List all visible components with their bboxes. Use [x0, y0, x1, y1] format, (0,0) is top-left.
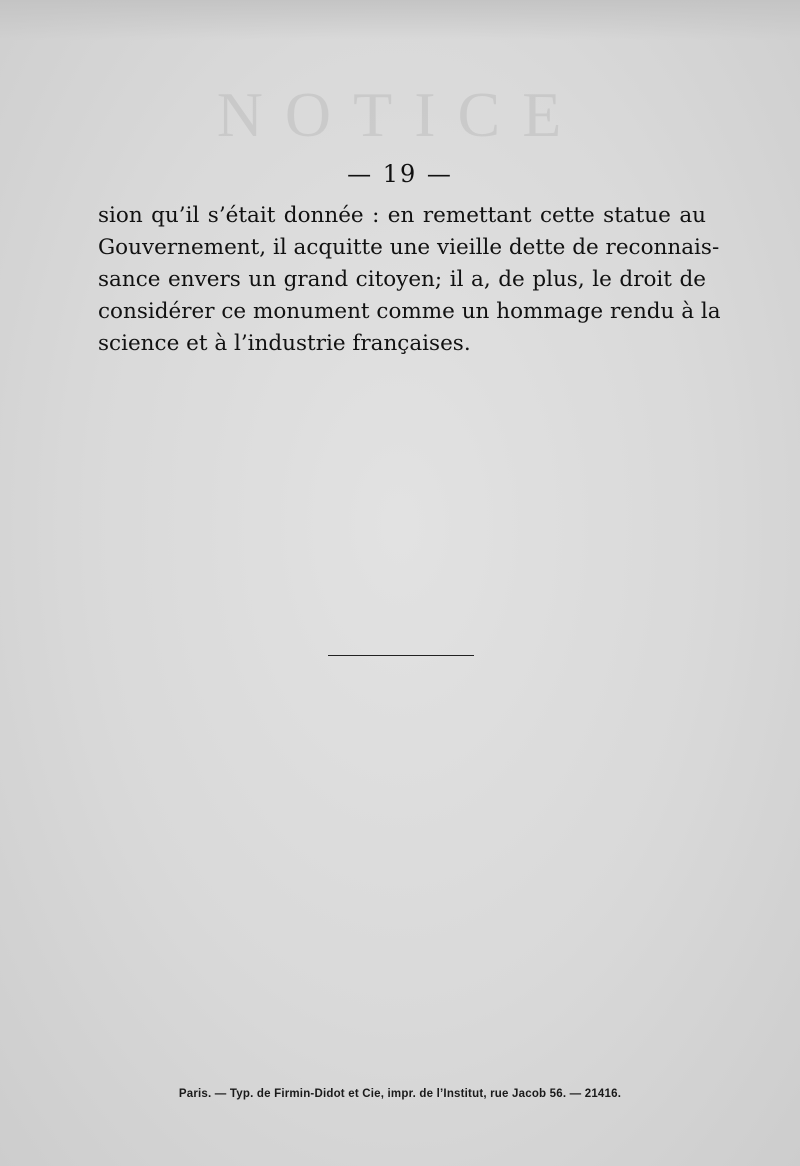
page-number: — 19 — — [347, 160, 453, 188]
bleed-through-heading: NOTICE — [216, 79, 584, 150]
paragraph-line: Gouvernement, il acquitte une vieille dette de reconnais- — [98, 235, 720, 260]
paragraph-line: sance envers un grand citoyen; il a, de plus, le droit de — [98, 267, 706, 292]
section-divider — [328, 655, 474, 656]
paragraph-line: sion qu’il s’était donnée : en remettant cette statue au — [98, 203, 706, 228]
body-paragraph — [98, 200, 721, 360]
paragraph-line: considérer ce monument comme un hommage rendu à la — [98, 299, 721, 324]
page-top-shadow — [0, 0, 800, 40]
paragraph-line: science et à l’industrie françaises. — [98, 331, 471, 356]
printer-imprint: Paris. — Typ. de Firmin-Didot et Cie, impr. de l’Institut, rue Jacob 56. — 21416. — [178, 1088, 622, 1100]
